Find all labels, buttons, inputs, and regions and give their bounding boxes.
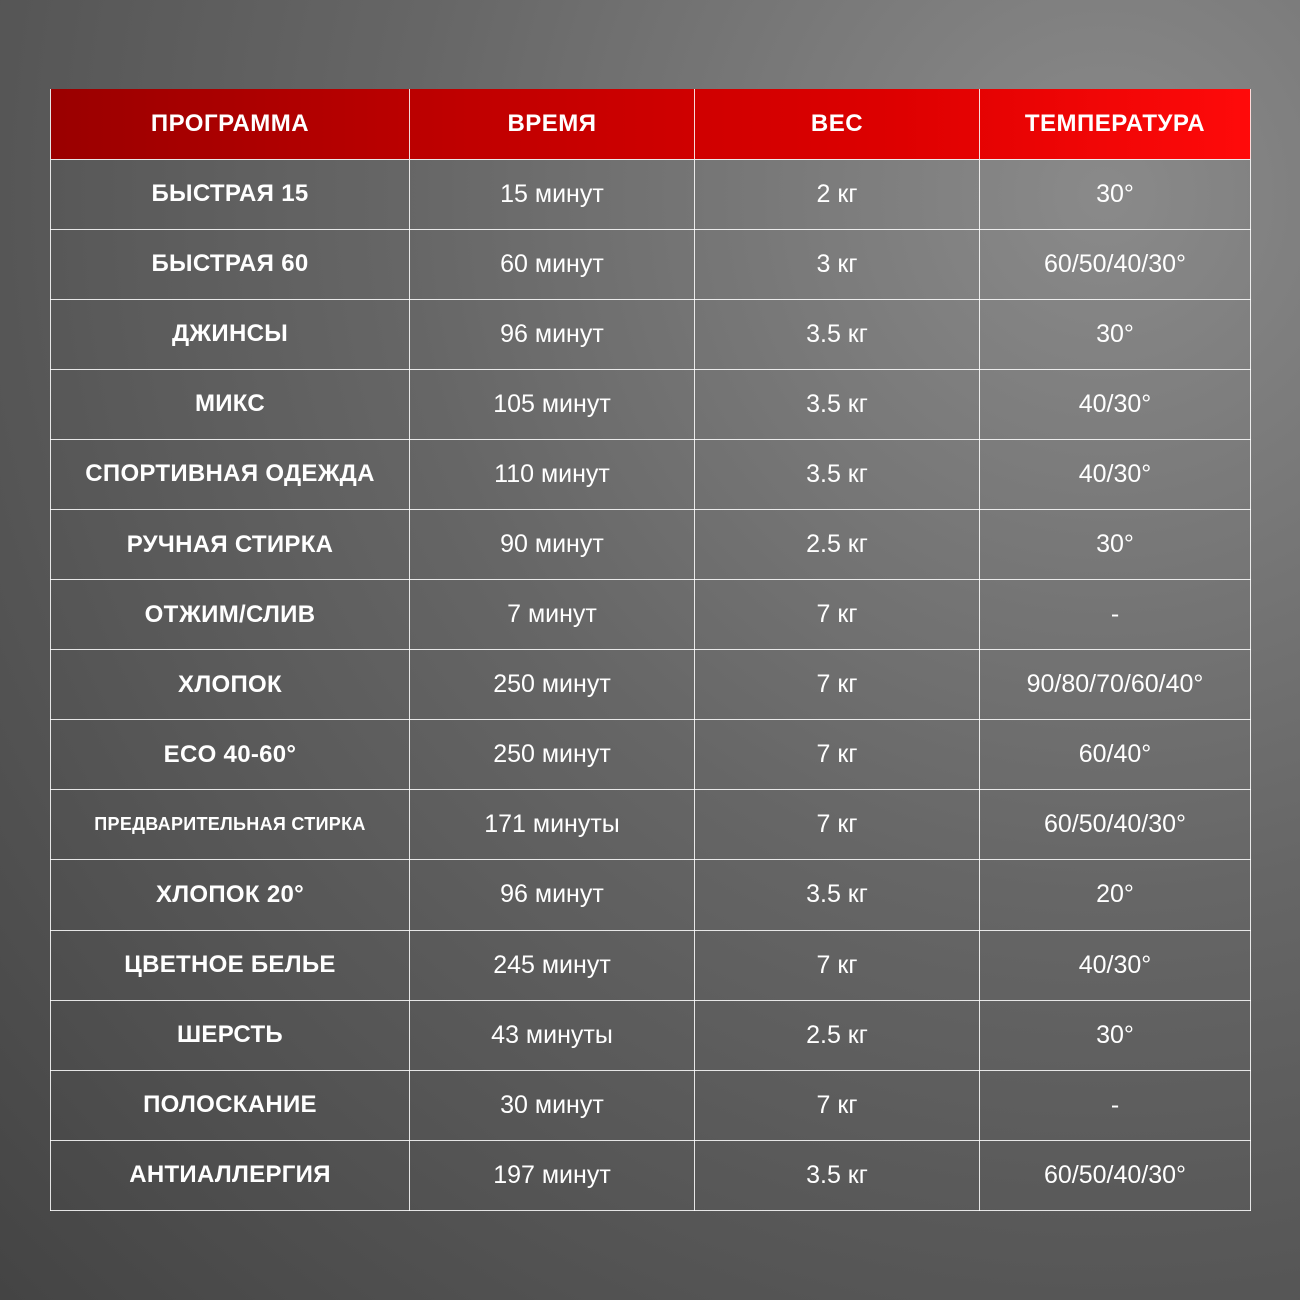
temperature-cell: 40/30°: [980, 439, 1251, 509]
program-cell: РУЧНАЯ СТИРКА: [51, 509, 410, 579]
program-cell: ECO 40-60°: [51, 720, 410, 790]
temperature-cell: 60/50/40/30°: [980, 229, 1251, 299]
weight-cell: 3 кг: [695, 229, 980, 299]
header-program: ПРОГРАММА: [51, 89, 410, 159]
header-time: ВРЕМЯ: [410, 89, 695, 159]
table-row: [51, 439, 1251, 509]
wash-programs-table-container: [50, 89, 1250, 1211]
program-cell: ПРЕДВАРИТЕЛЬНАЯ СТИРКА: [51, 790, 410, 860]
temperature-cell: 40/30°: [980, 369, 1251, 439]
time-cell: 197 минут: [410, 1140, 695, 1210]
weight-cell: 3.5 кг: [695, 1140, 980, 1210]
temperature-cell: 60/40°: [980, 720, 1251, 790]
table-header: [51, 89, 1251, 159]
time-cell: 105 минут: [410, 369, 695, 439]
temperature-cell: 60/50/40/30°: [980, 1140, 1251, 1210]
weight-cell: 7 кг: [695, 790, 980, 860]
table-row: [51, 369, 1251, 439]
table-row: [51, 720, 1251, 790]
table-row: [51, 1000, 1251, 1070]
time-cell: 96 минут: [410, 860, 695, 930]
weight-cell: 7 кг: [695, 720, 980, 790]
time-cell: 96 минут: [410, 299, 695, 369]
table-row: [51, 930, 1251, 1000]
program-cell: ЦВЕТНОЕ БЕЛЬЕ: [51, 930, 410, 1000]
table-row: [51, 580, 1251, 650]
weight-cell: 2.5 кг: [695, 509, 980, 579]
time-cell: 90 минут: [410, 509, 695, 579]
weight-cell: 3.5 кг: [695, 860, 980, 930]
temperature-cell: 40/30°: [980, 930, 1251, 1000]
time-cell: 43 минуты: [410, 1000, 695, 1070]
program-cell: ОТЖИМ/СЛИВ: [51, 580, 410, 650]
time-cell: 110 минут: [410, 439, 695, 509]
header-row: [51, 89, 1251, 159]
table-row: [51, 650, 1251, 720]
table-row: [51, 299, 1251, 369]
program-cell: ХЛОПОК 20°: [51, 860, 410, 930]
program-cell: МИКС: [51, 369, 410, 439]
weight-cell: 7 кг: [695, 650, 980, 720]
temperature-cell: -: [980, 1070, 1251, 1140]
table-row: [51, 790, 1251, 860]
time-cell: 245 минут: [410, 930, 695, 1000]
program-cell: ПОЛОСКАНИЕ: [51, 1070, 410, 1140]
temperature-cell: 30°: [980, 1000, 1251, 1070]
program-cell: БЫСТРАЯ 15: [51, 159, 410, 229]
temperature-cell: 20°: [980, 860, 1251, 930]
table-body: [51, 159, 1251, 1210]
program-cell: СПОРТИВНАЯ ОДЕЖДА: [51, 439, 410, 509]
time-cell: 15 минут: [410, 159, 695, 229]
table-row: [51, 159, 1251, 229]
temperature-cell: 30°: [980, 159, 1251, 229]
time-cell: 171 минуты: [410, 790, 695, 860]
temperature-cell: 90/80/70/60/40°: [980, 650, 1251, 720]
time-cell: 60 минут: [410, 229, 695, 299]
time-cell: 30 минут: [410, 1070, 695, 1140]
temperature-cell: -: [980, 580, 1251, 650]
header-weight: ВЕС: [695, 89, 980, 159]
time-cell: 250 минут: [410, 720, 695, 790]
weight-cell: 3.5 кг: [695, 299, 980, 369]
program-cell: ШЕРСТЬ: [51, 1000, 410, 1070]
temperature-cell: 60/50/40/30°: [980, 790, 1251, 860]
weight-cell: 2.5 кг: [695, 1000, 980, 1070]
temperature-cell: 30°: [980, 509, 1251, 579]
program-cell: АНТИАЛЛЕРГИЯ: [51, 1140, 410, 1210]
program-cell: ДЖИНСЫ: [51, 299, 410, 369]
time-cell: 250 минут: [410, 650, 695, 720]
table-row: [51, 509, 1251, 579]
header-temperature: ТЕМПЕРАТУРА: [980, 89, 1251, 159]
table-row: [51, 860, 1251, 930]
weight-cell: 3.5 кг: [695, 369, 980, 439]
wash-programs-table: [50, 89, 1251, 1211]
table-row: [51, 1070, 1251, 1140]
weight-cell: 2 кг: [695, 159, 980, 229]
temperature-cell: 30°: [980, 299, 1251, 369]
table-row: [51, 1140, 1251, 1210]
weight-cell: 7 кг: [695, 930, 980, 1000]
weight-cell: 3.5 кг: [695, 439, 980, 509]
program-cell: БЫСТРАЯ 60: [51, 229, 410, 299]
weight-cell: 7 кг: [695, 580, 980, 650]
weight-cell: 7 кг: [695, 1070, 980, 1140]
table-row: [51, 229, 1251, 299]
program-cell: ХЛОПОК: [51, 650, 410, 720]
time-cell: 7 минут: [410, 580, 695, 650]
